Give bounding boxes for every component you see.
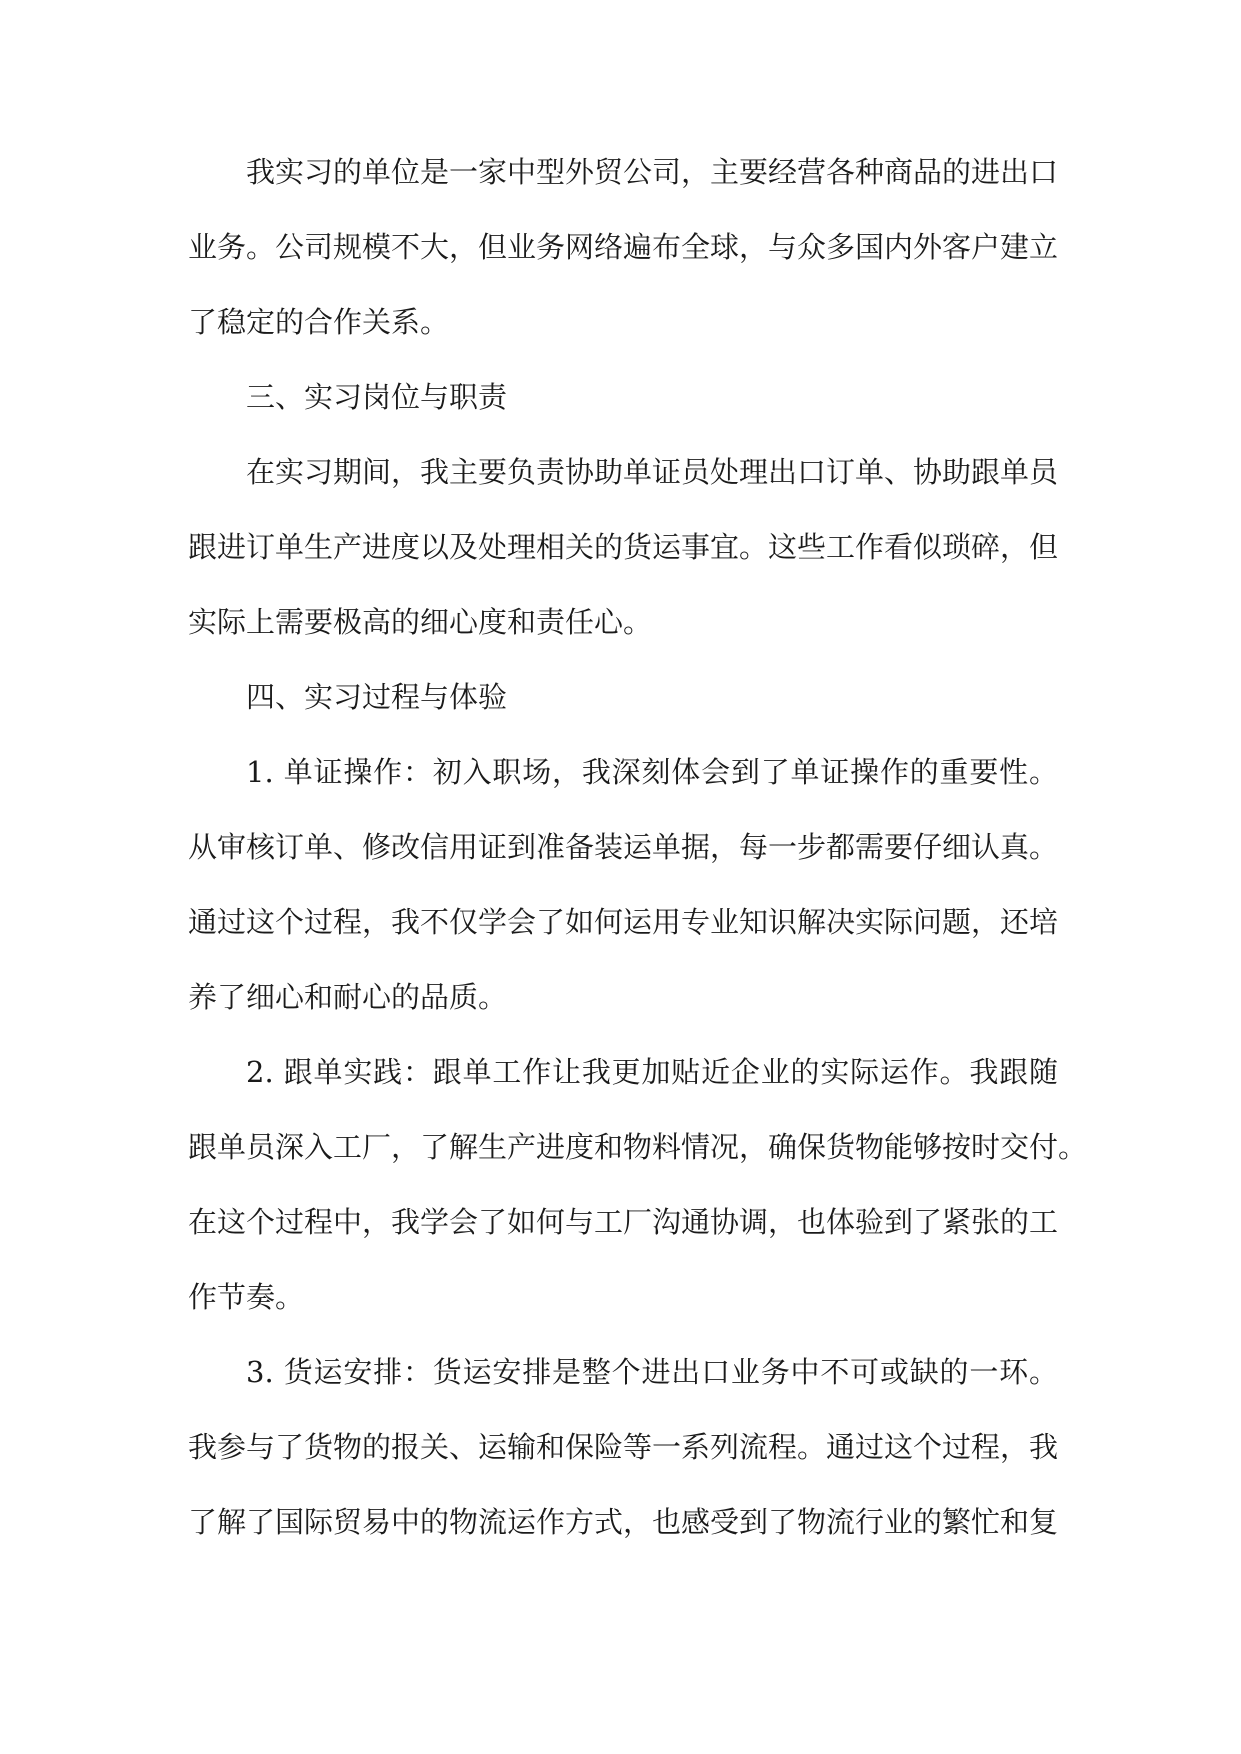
section-heading-4: 四、实习过程与体验 — [246, 680, 508, 714]
paragraph-shipping-line-2: 我参与了货物的报关、运输和保险等一系列流程。通过这个过程，我 — [188, 1430, 1059, 1464]
paragraph-duties-line-2: 跟进订单生产进度以及处理相关的货运事宜。这些工作看似琐碎，但 — [188, 530, 1059, 564]
paragraph-merchandising-line-2: 跟单员深入工厂，了解生产进度和物料情况，确保货物能够按时交付。 — [188, 1130, 1088, 1164]
paragraph-documents-line-1: 1. 单证操作：初入职场，我深刻体会到了单证操作的重要性。 — [246, 755, 1058, 789]
paragraph-duties-line-1: 在实习期间，我主要负责协助单证员处理出口订单、协助跟单员 — [246, 455, 1059, 489]
paragraph-duties-line-3: 实际上需要极高的细心度和责任心。 — [188, 605, 653, 639]
paragraph-merchandising-line-4: 作节奏。 — [188, 1280, 305, 1314]
paragraph-documents-line-2: 从审核订单、修改信用证到准备装运单据，每一步都需要仔细认真。 — [188, 830, 1059, 864]
paragraph-company-line-1: 我实习的单位是一家中型外贸公司，主要经营各种商品的进出口 — [246, 155, 1059, 189]
paragraph-company-line-3: 了稳定的合作关系。 — [188, 305, 450, 339]
paragraph-merchandising-line-1: 2. 跟单实践：跟单工作让我更加贴近企业的实际运作。我跟随 — [246, 1055, 1058, 1089]
paragraph-shipping-line-1: 3. 货运安排：货运安排是整个进出口业务中不可或缺的一环。 — [246, 1355, 1058, 1389]
paragraph-company-line-2: 业务。公司规模不大，但业务网络遍布全球，与众多国内外客户建立 — [188, 230, 1059, 264]
paragraph-merchandising-line-3: 在这个过程中，我学会了如何与工厂沟通协调，也体验到了紧张的工 — [188, 1205, 1059, 1239]
document-body — [188, 142, 1088, 1567]
paragraph-shipping-line-3: 了解了国际贸易中的物流运作方式，也感受到了物流行业的繁忙和复 — [188, 1505, 1059, 1539]
paragraph-documents-line-4: 养了细心和耐心的品质。 — [188, 980, 508, 1014]
section-heading-3: 三、实习岗位与职责 — [246, 380, 508, 414]
paragraph-documents-line-3: 通过这个过程，我不仅学会了如何运用专业知识解决实际问题，还培 — [188, 905, 1059, 939]
